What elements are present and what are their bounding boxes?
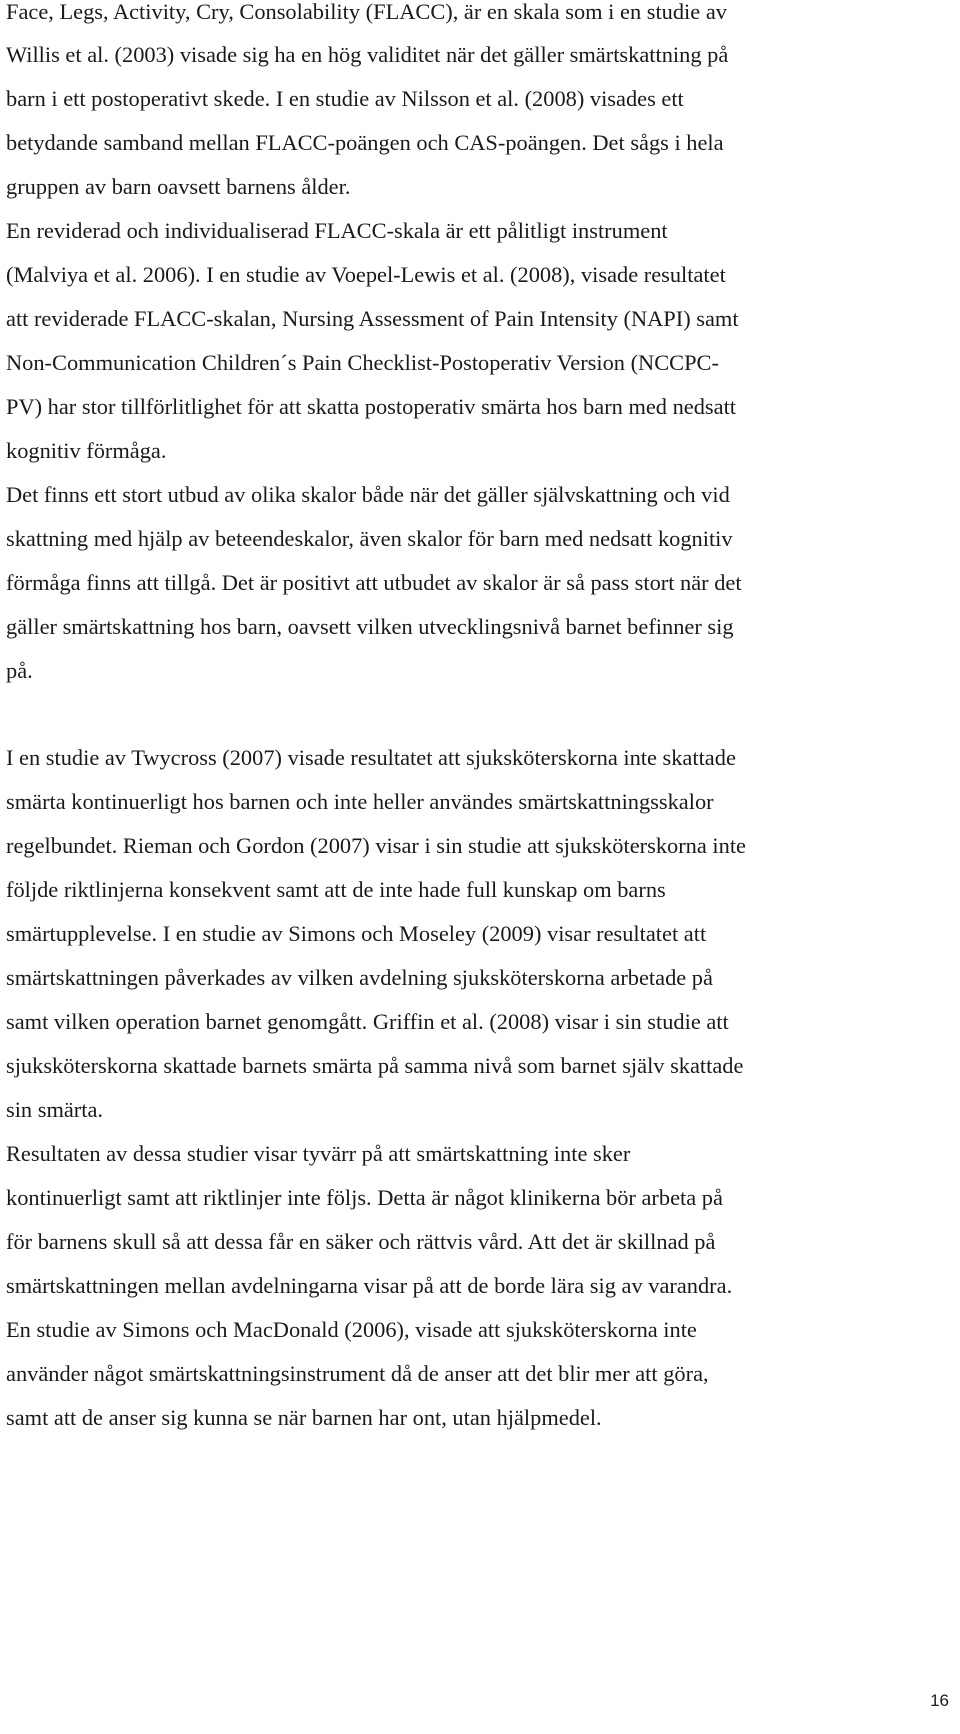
text-line: gruppen av barn oavsett barnens ålder. <box>6 174 351 199</box>
text-line: En reviderad och individualiserad FLACC-skala är ett pålitligt instrument <box>6 218 668 243</box>
text-line: sjuksköterskorna skattade barnets smärta på samma nivå som barnet själv skattade <box>6 1053 744 1078</box>
text-line: smärtskattningen påverkades av vilken avdelning sjuksköterskorna arbetade på <box>6 965 713 990</box>
text-line: använder något smärtskattningsinstrument då de anser att det blir mer att göra, <box>6 1361 709 1386</box>
text-line: regelbundet. Rieman och Gordon (2007) visar i sin studie att sjuksköterskorna inte <box>6 833 746 858</box>
text-line: Resultaten av dessa studier visar tyvärr på att smärtskattning inte sker <box>6 1141 631 1166</box>
text-line: följde riktlinjerna konsekvent samt att de inte hade full kunskap om barns <box>6 877 666 902</box>
text-line: samt att de anser sig kunna se när barnen har ont, utan hjälpmedel. <box>6 1405 602 1430</box>
page-number: 16 <box>930 1691 949 1710</box>
text-line: Willis et al. (2003) visade sig ha en hög validitet när det gäller smärtskattning på <box>6 42 729 67</box>
text-line: Non-Communication Children´s Pain Checklist-Postoperativ Version (NCCPC- <box>6 350 719 375</box>
text-line: kognitiv förmåga. <box>6 438 167 463</box>
text-line: kontinuerligt samt att riktlinjer inte följs. Detta är något klinikerna bör arbeta på <box>6 1185 723 1210</box>
text-line: sin smärta. <box>6 1097 104 1122</box>
text-line: skattning med hjälp av beteendeskalor, även skalor för barn med nedsatt kognitiv <box>6 526 733 551</box>
text-line: för barnens skull så att dessa får en säker och rättvis vård. Att det är skillnad på <box>6 1229 716 1254</box>
text-line: att reviderade FLACC-skalan, Nursing Assessment of Pain Intensity (NAPI) samt <box>6 306 739 331</box>
text-line: En studie av Simons och MacDonald (2006), visade att sjuksköterskorna inte <box>6 1317 697 1342</box>
text-line: barn i ett postoperativt skede. I en studie av Nilsson et al. (2008) visades ett <box>6 86 684 111</box>
text-line: smärtskattningen mellan avdelningarna visar på att de borde lära sig av varandra. <box>6 1273 733 1298</box>
text-line: Face, Legs, Activity, Cry, Consolability (FLACC), är en skala som i en studie av <box>6 0 727 24</box>
text-line: smärtupplevelse. I en studie av Simons och Moseley (2009) visar resultatet att <box>6 921 707 946</box>
text-line: (Malviya et al. 2006). I en studie av Voepel-Lewis et al. (2008), visade resultatet <box>6 262 726 287</box>
text-line: samt vilken operation barnet genomgått. Griffin et al. (2008) visar i sin studie att <box>6 1009 729 1034</box>
text-line: betydande samband mellan FLACC-poängen och CAS-poängen. Det sågs i hela <box>6 130 724 155</box>
text-line: smärta kontinuerligt hos barnen och inte heller användes smärtskattningsskalor <box>6 789 714 814</box>
text-line: på. <box>6 658 33 683</box>
text-line: PV) har stor tillförlitlighet för att skatta postoperativ smärta hos barn med nedsatt <box>6 394 737 419</box>
text-line: förmåga finns att tillgå. Det är positivt att utbudet av skalor är så pass stort när det <box>6 570 742 595</box>
text-line: I en studie av Twycross (2007) visade resultatet att sjuksköterskorna inte skattade <box>6 745 736 770</box>
text-line: Det finns ett stort utbud av olika skalor både när det gäller självskattning och vid <box>6 482 730 507</box>
text-line: gäller smärtskattning hos barn, oavsett vilken utvecklingsnivå barnet befinner sig <box>6 614 734 639</box>
